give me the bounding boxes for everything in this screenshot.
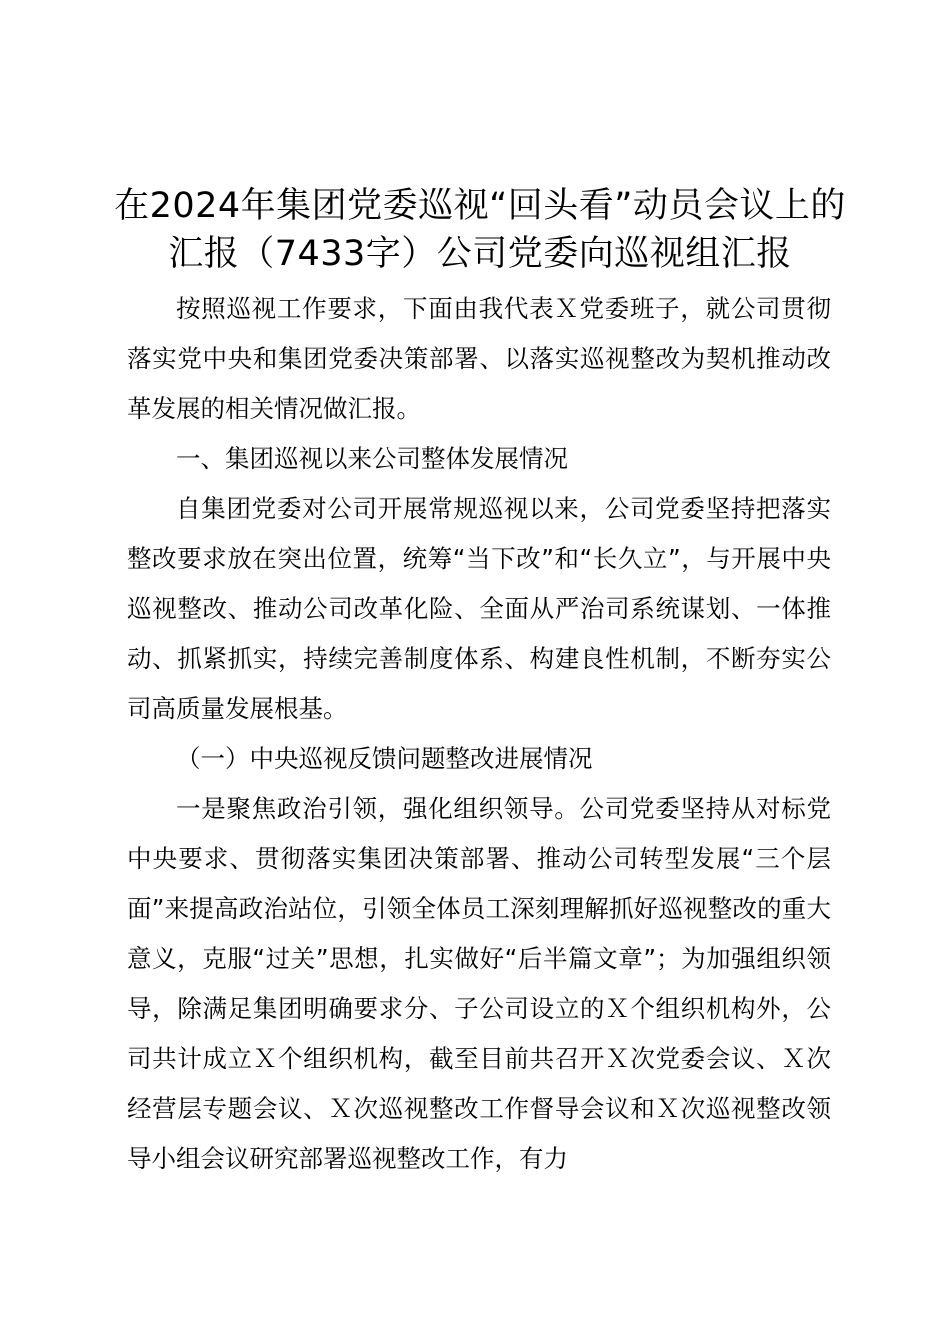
document-body [127,284,831,1184]
body-paragraph: 自集团党委对公司开展常规巡视以来，公司党委坚持把落实整改要求放在突出位置，统筹“当下改”和“长久立”，与开展中央巡视整改、推动公司改革化险、全面从严治司系统谋划、一体推动、抓紧抓实，持续完善制度体系、构建良性机制，不断夯实公司高质量发展根基。 [127,494,831,723]
section-heading-1: 一、集团巡视以来公司整体发展情况 [176,444,568,473]
document-title: 在2024年集团党委巡视“回头看”动员会议上的汇报（7433字）公司党委向巡视组汇报 [114,186,846,274]
body-paragraph: 一是聚焦政治引领，强化组织领导。公司党委坚持从对标党中央要求、贯彻落实集团决策部署、推动公司转型发展“三个层面”来提高政治站位，引领全体员工深刻理解抓好巡视整改的重大意义，克服“过关”思想，扎实做好“后半篇文章”；为加强组织领导，除满足集团明确要求分、子公司设立的Ｘ个组织机构外，公司共计成立Ｘ个组织机构，截至目前共召开Ｘ次党委会议、Ｘ次经营层专题会议、Ｘ次巡视整改工作督导会议和Ｘ次巡视整改领导小组会议研究部署巡视整改工作，有力 [127,794,831,1173]
subsection-heading-1: （一）中央巡视反馈问题整改进展情况 [176,744,593,773]
intro-paragraph: 按照巡视工作要求，下面由我代表Ｘ党委班子，就公司贯彻落实党中央和集团党委决策部署、以落实巡视整改为契机推动改革发展的相关情况做汇报。 [127,294,831,423]
